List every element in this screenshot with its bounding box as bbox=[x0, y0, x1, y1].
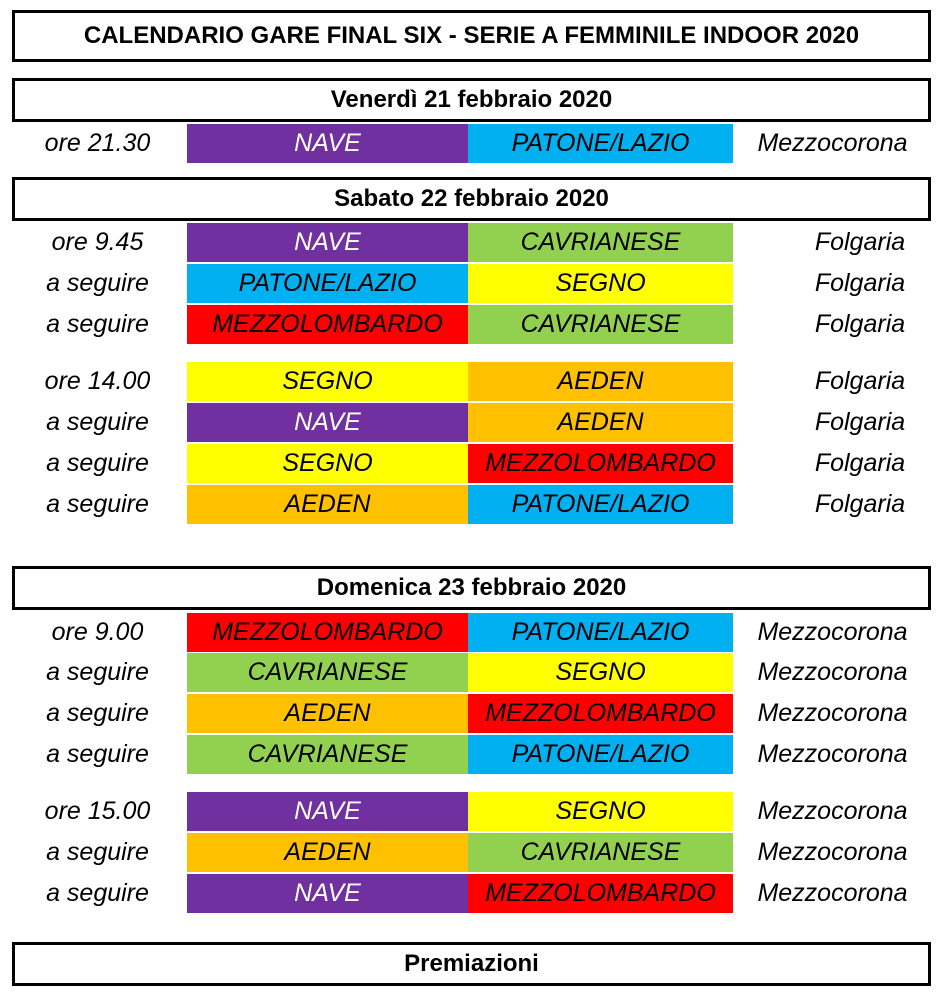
team-away: MEZZOLOMBARDO bbox=[468, 444, 733, 483]
match-venue: Folgaria bbox=[814, 367, 906, 395]
match-row bbox=[0, 124, 949, 163]
page-title: CALENDARIO GARE FINAL SIX - SERIE A FEMMINILE INDOOR 2020 bbox=[12, 10, 931, 62]
team-away: PATONE/LAZIO bbox=[468, 735, 733, 774]
team-home: MEZZOLOMBARDO bbox=[187, 305, 468, 344]
match-venue: Mezzocorona bbox=[757, 129, 908, 157]
match-row bbox=[0, 485, 949, 524]
match-venue: Folgaria bbox=[814, 449, 906, 477]
match-row bbox=[0, 833, 949, 872]
team-home: CAVRIANESE bbox=[187, 735, 468, 774]
team-away: CAVRIANESE bbox=[468, 833, 733, 872]
match-venue: Mezzocorona bbox=[757, 838, 908, 866]
match-venue: Folgaria bbox=[814, 228, 906, 256]
team-home: SEGNO bbox=[187, 444, 468, 483]
match-time: ore 21.30 bbox=[44, 129, 151, 157]
match-time: a seguire bbox=[46, 269, 149, 297]
match-row bbox=[0, 735, 949, 774]
match-time: a seguire bbox=[46, 310, 149, 338]
team-home: AEDEN bbox=[187, 833, 468, 872]
match-time: a seguire bbox=[46, 740, 149, 768]
team-home: MEZZOLOMBARDO bbox=[187, 613, 468, 652]
match-row bbox=[0, 613, 949, 652]
match-venue: Folgaria bbox=[814, 408, 906, 436]
match-venue: Folgaria bbox=[814, 269, 906, 297]
match-row bbox=[0, 444, 949, 483]
team-away: PATONE/LAZIO bbox=[468, 613, 733, 652]
day-header-saturday: Sabato 22 febbraio 2020 bbox=[12, 177, 931, 221]
match-time: a seguire bbox=[46, 879, 149, 907]
team-away: SEGNO bbox=[468, 653, 733, 692]
footer-awards: Premiazioni bbox=[12, 942, 931, 986]
match-venue: Mezzocorona bbox=[757, 618, 908, 646]
match-time: a seguire bbox=[46, 490, 149, 518]
team-away: AEDEN bbox=[468, 403, 733, 442]
match-row bbox=[0, 792, 949, 831]
match-time: a seguire bbox=[46, 838, 149, 866]
match-venue: Folgaria bbox=[814, 490, 906, 518]
match-time: a seguire bbox=[46, 449, 149, 477]
match-time: a seguire bbox=[46, 408, 149, 436]
match-time: ore 14.00 bbox=[44, 367, 151, 395]
team-away: PATONE/LAZIO bbox=[468, 124, 733, 163]
match-row bbox=[0, 403, 949, 442]
team-away: CAVRIANESE bbox=[468, 305, 733, 344]
team-away: MEZZOLOMBARDO bbox=[468, 694, 733, 733]
match-venue: Mezzocorona bbox=[757, 797, 908, 825]
match-time: ore 9.00 bbox=[51, 618, 144, 646]
match-venue: Mezzocorona bbox=[757, 740, 908, 768]
team-home: AEDEN bbox=[187, 485, 468, 524]
team-home: NAVE bbox=[187, 124, 468, 163]
team-home: NAVE bbox=[187, 792, 468, 831]
match-row bbox=[0, 264, 949, 303]
team-home: CAVRIANESE bbox=[187, 653, 468, 692]
team-home: NAVE bbox=[187, 223, 468, 262]
team-away: AEDEN bbox=[468, 362, 733, 401]
team-away: MEZZOLOMBARDO bbox=[468, 874, 733, 913]
match-time: a seguire bbox=[46, 699, 149, 727]
match-row bbox=[0, 653, 949, 692]
team-home: PATONE/LAZIO bbox=[187, 264, 468, 303]
team-away: SEGNO bbox=[468, 264, 733, 303]
match-row bbox=[0, 223, 949, 262]
team-away: CAVRIANESE bbox=[468, 223, 733, 262]
day-header-sunday: Domenica 23 febbraio 2020 bbox=[12, 566, 931, 610]
team-home: AEDEN bbox=[187, 694, 468, 733]
match-venue: Mezzocorona bbox=[757, 879, 908, 907]
match-venue: Folgaria bbox=[814, 310, 906, 338]
day-header-friday: Venerdì 21 febbraio 2020 bbox=[12, 78, 931, 122]
team-home: NAVE bbox=[187, 874, 468, 913]
match-row bbox=[0, 874, 949, 913]
match-row bbox=[0, 362, 949, 401]
match-venue: Mezzocorona bbox=[757, 658, 908, 686]
match-time: ore 9.45 bbox=[51, 228, 144, 256]
team-home: SEGNO bbox=[187, 362, 468, 401]
match-venue: Mezzocorona bbox=[757, 699, 908, 727]
match-time: a seguire bbox=[46, 658, 149, 686]
match-row bbox=[0, 694, 949, 733]
match-row bbox=[0, 305, 949, 344]
team-away: SEGNO bbox=[468, 792, 733, 831]
team-home: NAVE bbox=[187, 403, 468, 442]
team-away: PATONE/LAZIO bbox=[468, 485, 733, 524]
match-time: ore 15.00 bbox=[44, 797, 151, 825]
